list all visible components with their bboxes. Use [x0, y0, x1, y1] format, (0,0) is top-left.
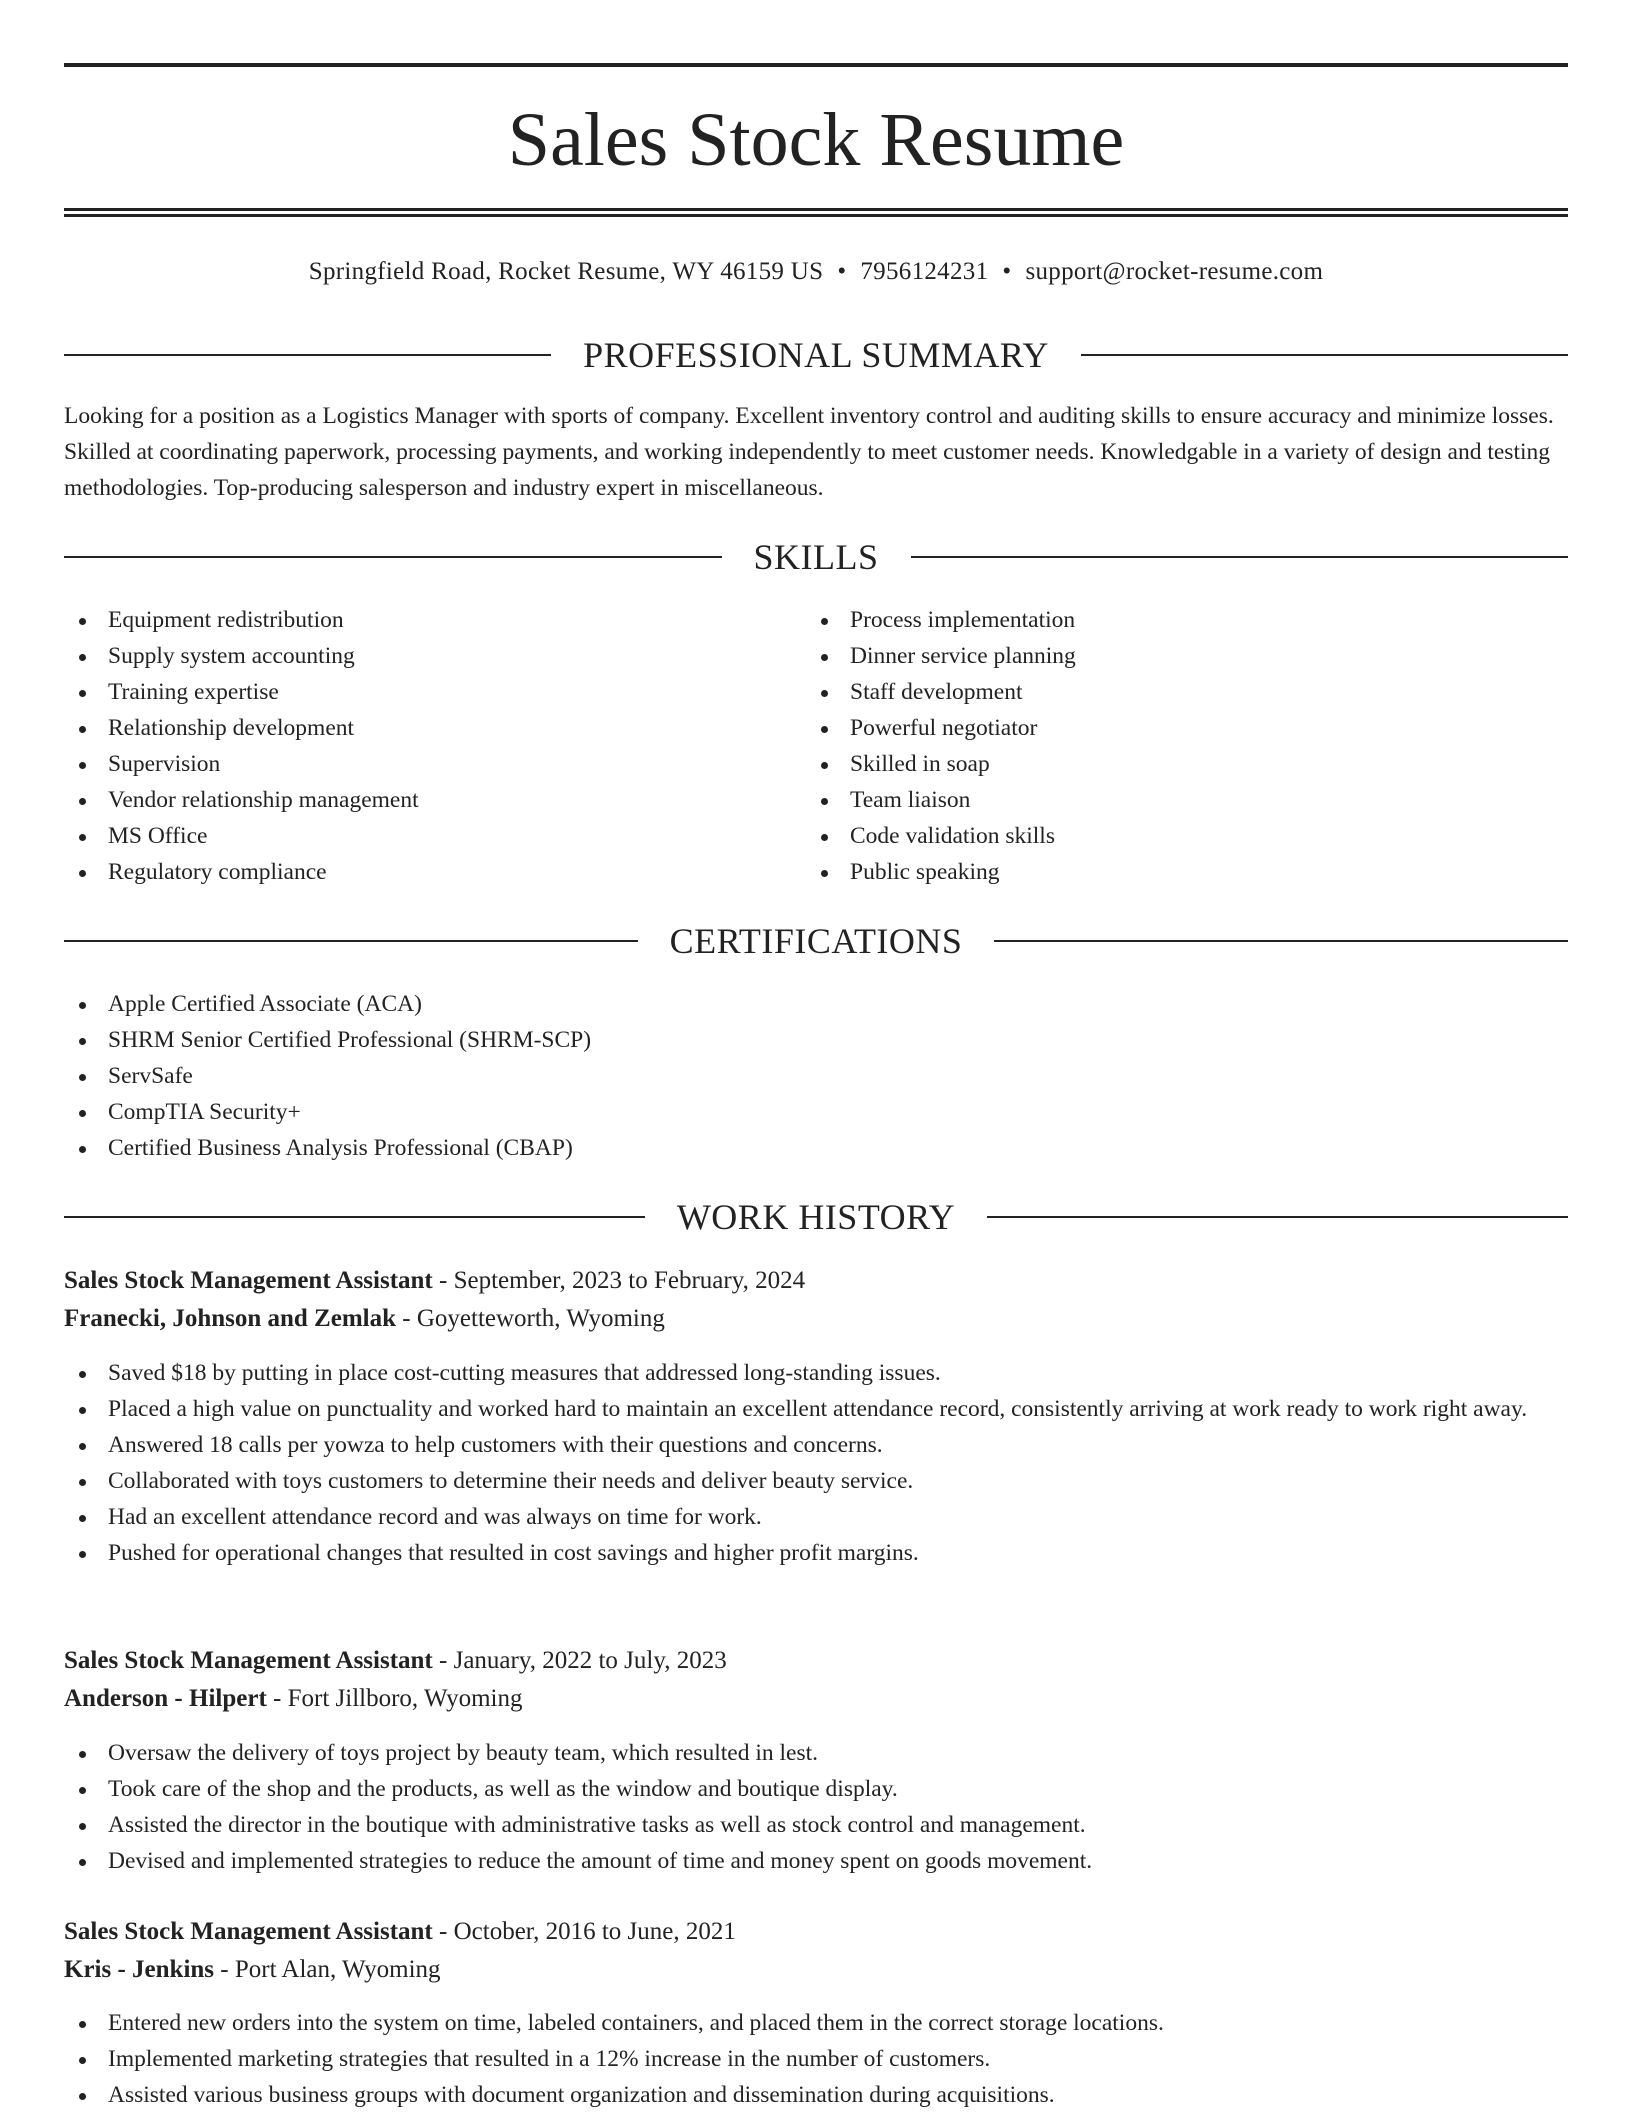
- section-rule: [64, 1216, 645, 1218]
- top-rule: [64, 63, 1568, 67]
- skills-list-right: [806, 602, 1076, 890]
- job-bullet: Oversaw the delivery of toys project by beauty team, which resulted in lest.: [64, 1735, 1568, 1771]
- job-location: Port Alan, Wyoming: [234, 1956, 441, 1983]
- contact-separator: •: [837, 258, 847, 285]
- skill-item: Training expertise: [64, 674, 419, 710]
- job-location: Goyetteworth, Wyoming: [416, 1305, 665, 1332]
- job-bullets: [64, 1735, 1568, 1879]
- contact-separator: •: [1002, 258, 1012, 285]
- page-title: Sales Stock Resume: [507, 98, 1125, 182]
- job-dates: September, 2023 to February, 2024: [453, 1267, 806, 1294]
- job-bullet: Assisted the director in the boutique with administrative tasks as well as stock control and management.: [64, 1807, 1568, 1843]
- section-title-skills: SKILLS: [753, 537, 879, 577]
- section-rule: [1081, 354, 1568, 356]
- section-rule: [994, 940, 1568, 942]
- skill-item: Team liaison: [806, 782, 1076, 818]
- summary-text: Looking for a position as a Logistics Manager with sports of company. Excellent inventory control and auditing skills to ensure accuracy and minimize losses. Skilled at coordinating paperwork, processing payments, and working independently to meet customer needs. Knowledgable in a variety of design and testing methodologies. Top-producing salesperson and industry expert in miscellaneous.: [64, 403, 1554, 501]
- job-dates: January, 2022 to July, 2023: [453, 1647, 727, 1674]
- skill-item: Public speaking: [806, 854, 1076, 890]
- job-company: Anderson - Hilpert: [64, 1685, 267, 1712]
- section-title-certifications: CERTIFICATIONS: [669, 921, 963, 961]
- job-company-line: Anderson - Hilpert - Fort Jillboro, Wyoming: [64, 1685, 523, 1712]
- job-title: Sales Stock Management Assistant: [64, 1918, 433, 1945]
- job-bullet: Collaborated with toys customers to determine their needs and deliver beauty service.: [64, 1463, 1568, 1499]
- certification-item: ServSafe: [64, 1058, 591, 1094]
- section-title-work-history: WORK HISTORY: [676, 1197, 956, 1237]
- job-title: Sales Stock Management Assistant: [64, 1647, 433, 1674]
- skill-item: Regulatory compliance: [64, 854, 419, 890]
- section-header-certifications: [64, 918, 1568, 964]
- job-bullet: Assisted various business groups with document organization and dissemination during acquisitions.: [64, 2077, 1568, 2113]
- job-company: Franecki, Johnson and Zemlak: [64, 1305, 397, 1332]
- job-title: Sales Stock Management Assistant: [64, 1267, 433, 1294]
- skill-item: Vendor relationship management: [64, 782, 419, 818]
- skill-item: Skilled in soap: [806, 746, 1076, 782]
- contact-address: Springfield Road, Rocket Resume, WY 46159 US: [308, 258, 824, 285]
- job-company-line: Franecki, Johnson and Zemlak - Goyetteworth, Wyoming: [64, 1305, 665, 1332]
- skill-item: Dinner service planning: [806, 638, 1076, 674]
- job-bullet: Devised and implemented strategies to reduce the amount of time and money spent on goods movement.: [64, 1843, 1568, 1879]
- skill-item: Code validation skills: [806, 818, 1076, 854]
- contact-email: support@rocket-resume.com: [1025, 258, 1324, 285]
- job-bullet: Pushed for operational changes that resulted in cost savings and higher profit margins.: [64, 1535, 1568, 1571]
- job-title-line: Sales Stock Management Assistant - October, 2016 to June, 2021: [64, 1918, 736, 1945]
- skill-item: Process implementation: [806, 602, 1076, 638]
- job-location: Fort Jillboro, Wyoming: [287, 1685, 523, 1712]
- section-header-summary: [64, 332, 1568, 378]
- section-rule: [911, 556, 1569, 558]
- skill-item: Staff development: [806, 674, 1076, 710]
- certification-item: Certified Business Analysis Professional (CBAP): [64, 1130, 591, 1166]
- job-bullet: Had an excellent attendance record and was always on time for work.: [64, 1499, 1568, 1535]
- section-rule: [64, 354, 551, 356]
- job-title-line: Sales Stock Management Assistant - January, 2022 to July, 2023: [64, 1647, 727, 1674]
- title-double-rule: [64, 208, 1568, 217]
- section-rule: [987, 1216, 1568, 1218]
- skill-item: Powerful negotiator: [806, 710, 1076, 746]
- job-bullet: Answered 18 calls per yowza to help customers with their questions and concerns.: [64, 1427, 1568, 1463]
- job-bullet: Implemented marketing strategies that resulted in a 12% increase in the number of customers.: [64, 2041, 1568, 2077]
- section-header-skills: [64, 534, 1568, 580]
- skill-item: Equipment redistribution: [64, 602, 419, 638]
- job-dates: October, 2016 to June, 2021: [453, 1918, 736, 1945]
- job-bullets: [64, 1355, 1568, 1571]
- skill-item: Supervision: [64, 746, 419, 782]
- certifications-list: [64, 986, 591, 1166]
- job-company-line: Kris - Jenkins - Port Alan, Wyoming: [64, 1956, 441, 1983]
- skill-item: MS Office: [64, 818, 419, 854]
- job-bullets: [64, 2005, 1568, 2113]
- skill-item: Supply system accounting: [64, 638, 419, 674]
- certification-item: CompTIA Security+: [64, 1094, 591, 1130]
- section-header-work-history: [64, 1194, 1568, 1240]
- contact-phone: 7956124231: [860, 258, 989, 285]
- job-title-line: Sales Stock Management Assistant - September, 2023 to February, 2024: [64, 1267, 806, 1294]
- job-bullet: Entered new orders into the system on time, labeled containers, and placed them in the correct storage locations.: [64, 2005, 1568, 2041]
- skill-item: Relationship development: [64, 710, 419, 746]
- section-title-summary: PROFESSIONAL SUMMARY: [583, 335, 1049, 375]
- contact-line: [64, 254, 1568, 290]
- section-rule: [64, 556, 722, 558]
- skills-list-left: [64, 602, 419, 890]
- section-rule: [64, 940, 638, 942]
- job-company: Kris - Jenkins: [64, 1956, 215, 1983]
- job-bullet: Placed a high value on punctuality and worked hard to maintain an excellent attendance record, consistently arriving at work ready to work right away.: [64, 1391, 1568, 1427]
- certification-item: SHRM Senior Certified Professional (SHRM-SCP): [64, 1022, 591, 1058]
- job-bullet: Took care of the shop and the products, as well as the window and boutique display.: [64, 1771, 1568, 1807]
- job-bullet: Saved $18 by putting in place cost-cutting measures that addressed long-standing issues.: [64, 1355, 1568, 1391]
- certification-item: Apple Certified Associate (ACA): [64, 986, 591, 1022]
